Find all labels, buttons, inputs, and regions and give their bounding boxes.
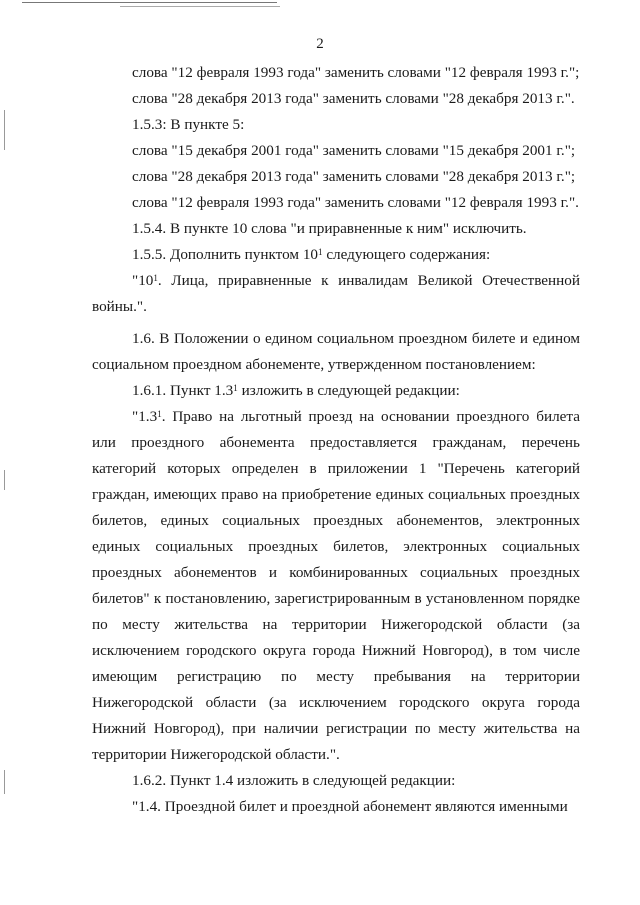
superscript: 1 [157, 409, 162, 419]
superscript: 1 [153, 273, 158, 283]
scan-margin-mark [4, 470, 5, 490]
scan-artifact-line [120, 6, 280, 7]
text-run: 1.5.5. Дополнить пунктом 10 [132, 246, 319, 263]
paragraph: 1.5.3: В пункте 5: [132, 116, 245, 133]
document-body [92, 60, 580, 820]
paragraph: слова "28 декабря 2013 года" заменить словами "28 декабря 2013 г.". [132, 90, 575, 107]
paragraph [92, 404, 580, 768]
text-run: следующего содержания: [322, 246, 491, 263]
text-run: . Право на льготный проезд на основании проездного билета или проездного абонемента предоставляется гражданам, перечень категорий которых определен в приложении 1 "Перечень категорий граждан, имеющих право на приобретение единых социальных проездных билетов, единых социальных проездных абонементов, электронных единых социальных проездных билетов, электронных социальных проездных абонементов и комбинированных социальных проездных билетов" к постановлению, зарегистрированным в установленном порядке по месту жительства на территории Нижегородской области (за исключением городского округа города Нижний Новгород), в том числе имеющим регистрацию по месту пребывания на территории Нижегородской области (за исключением городского округа города Нижний Новгород), при наличии регистрации по месту жительства на территории Нижегородской области.". [92, 408, 580, 763]
paragraph: слова "12 февраля 1993 года" заменить словами "12 февраля 1993 г.". [132, 194, 579, 211]
text-run: . Лица, приравненные к инвалидам Великой Отечественной войны.". [92, 272, 580, 315]
text-run: изложить в следующей редакции: [237, 382, 460, 399]
text-run: "10 [132, 272, 154, 289]
paragraph [92, 242, 580, 268]
scan-margin-mark [4, 110, 5, 150]
paragraph: слова "28 декабря 2013 года" заменить словами "28 декабря 2013 г."; [132, 168, 576, 185]
paragraph: 1.6. В Положении о едином социальном проездном билете и едином социальном проездном абонементе, утвержденном постановлением: [92, 330, 580, 373]
paragraph [92, 268, 580, 320]
text-run: "1.3 [132, 408, 158, 425]
scan-margin-mark [4, 770, 5, 794]
paragraph [92, 378, 580, 404]
paragraph: слова "12 февраля 1993 года" заменить словами "12 февраля 1993 г."; [132, 64, 580, 81]
text-run: 1.6.1. Пункт 1.3 [132, 382, 234, 399]
superscript: 1 [233, 383, 238, 393]
paragraph: слова "15 декабря 2001 года" заменить словами "15 декабря 2001 г."; [132, 142, 576, 159]
paragraph: "1.4. Проездной билет и проездной абонемент являются именными [132, 798, 568, 815]
page-number: 2 [316, 36, 324, 52]
paragraph: 1.6.2. Пункт 1.4 изложить в следующей редакции: [132, 772, 456, 789]
superscript: 1 [318, 247, 323, 257]
scan-artifact-line [22, 2, 277, 3]
paragraph: 1.5.4. В пункте 10 слова "и приравненные к ним" исключить. [132, 220, 527, 237]
